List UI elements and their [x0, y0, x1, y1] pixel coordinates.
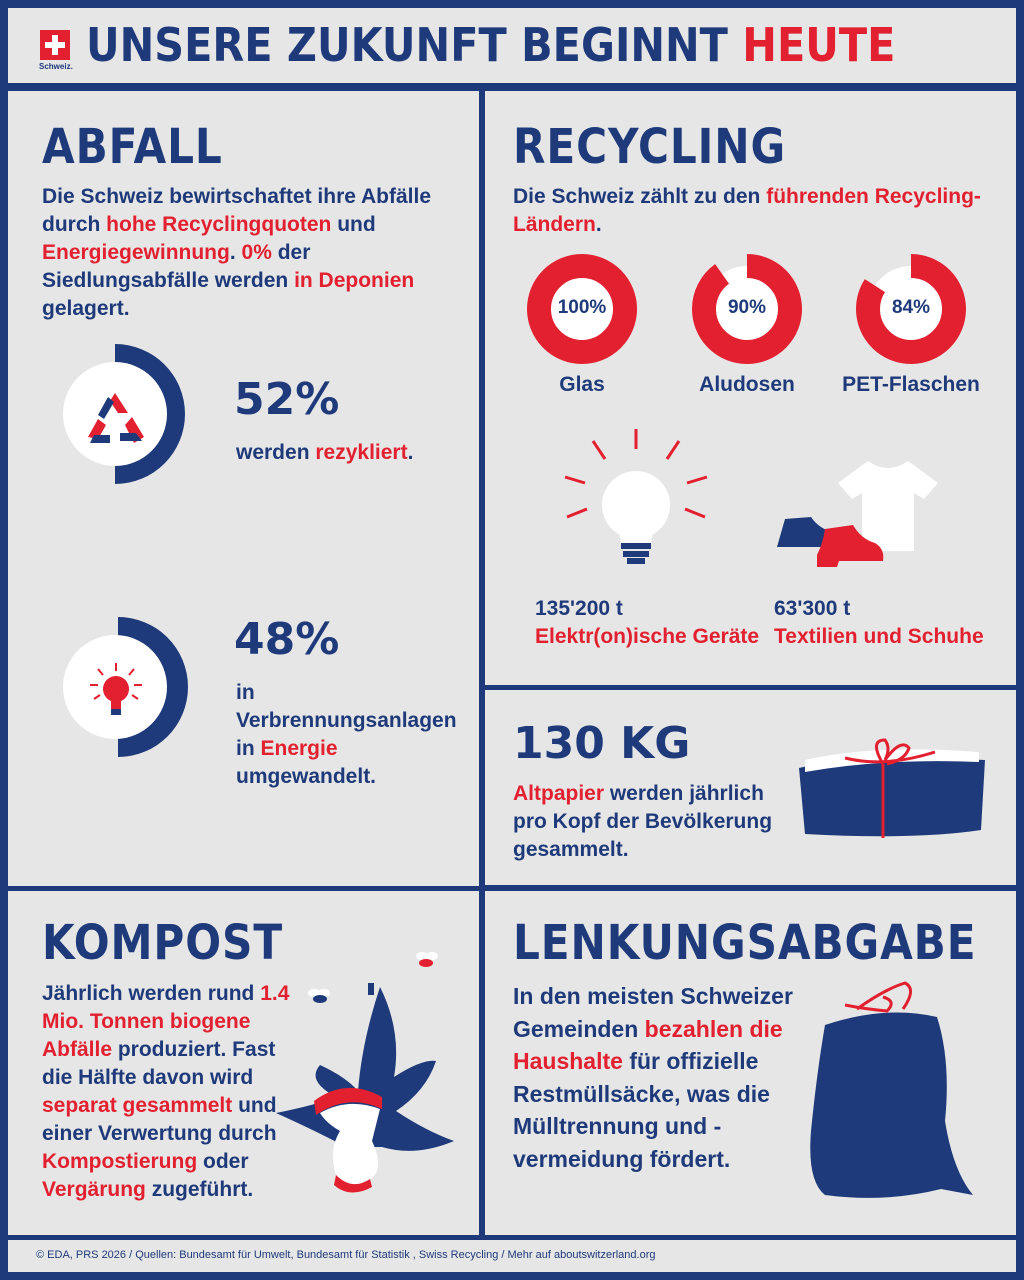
fly-icon [412, 951, 440, 969]
lenkung-text: In den meisten Schweizer Gemeinden bezahlen die Haushalte für offizielle Restmüllsäcke, was die Mülltrennung und -vermeidung fördert. [513, 983, 793, 1172]
item-textiles-label: Textilien und Schuhe [774, 625, 984, 648]
kompost-panel [8, 891, 479, 1235]
swiss-flag-icon [40, 30, 70, 60]
footer-text: © EDA, PRS 2026 / Quellen: Bundesamt für Umwelt, Bundesamt für Statistik , Swiss Recycling / Mehr auf aboutswitzerland.org [36, 1249, 656, 1261]
recycling-intro: Die Schweiz zählt zu den führenden Recycling-Ländern. [513, 185, 981, 236]
page-title [86, 18, 895, 72]
flag-caption: Schweiz. [39, 62, 73, 71]
abfall-intro: Die Schweiz bewirtschaftet ihre Abfälle durch hohe Recyclingquoten und Energiegewinnung. 0% der Siedlungsabfälle werden in Deponien gelagert. [42, 185, 431, 320]
stat-energy-text: in Verbrennungsanlagen in Energie umgewandelt. [236, 681, 457, 788]
kompost-heading: KOMPOST [42, 915, 284, 971]
paper-panel [485, 690, 1016, 885]
kompost-text: Jährlich werden rund 1.4 Mio. Tonnen biogene Abfälle produziert. Fast die Hälfte davon wird separat gesammelt und einer Verwertung durch Kompostierung oder Vergärung zugeführt. [42, 982, 290, 1201]
header [8, 8, 1016, 83]
paper-stack-icon [795, 738, 989, 838]
ring-glas-value: 100% [557, 297, 607, 318]
trash-bag-icon [805, 981, 977, 1211]
lenkung-heading: LENKUNGSABGABE [513, 915, 977, 971]
recycle-icon [80, 389, 150, 449]
ring-pet-value: 84% [891, 297, 931, 318]
fly-icon [306, 987, 334, 1005]
recycling-panel [485, 91, 1016, 685]
abfall-heading: ABFALL [42, 119, 223, 175]
item-electronics-label: Elektr(on)ische Geräte [535, 625, 760, 648]
ring-aludosen-label: Aludosen [699, 373, 795, 396]
lightbulb-icon [86, 661, 146, 721]
stat-recycled-text: werden rezykliert. [236, 441, 414, 464]
title-main: UNSERE ZUKUNFT BEGINNT [86, 18, 728, 72]
item-electronics-amount: 135'200 t [535, 597, 623, 620]
item-textiles-amount: 63'300 t [774, 597, 851, 620]
footer [8, 1240, 1016, 1272]
recycling-heading: RECYCLING [513, 119, 787, 175]
abfall-panel [8, 91, 479, 886]
shoes-icon [775, 515, 885, 569]
paper-value: 130 KG [513, 718, 691, 769]
stat-energy-value: 48% [234, 614, 340, 665]
ring-pet-label: PET-Flaschen [842, 373, 980, 396]
paper-text: Altpapier werden jährlich pro Kopf der Bevölkerung gesammelt. [513, 782, 773, 861]
lenkung-panel [485, 891, 1016, 1235]
ring-glas-label: Glas [559, 373, 605, 396]
fruit-waste-icon [276, 981, 466, 1211]
ring-aludosen-value: 90% [727, 297, 767, 318]
stat-recycled-value: 52% [234, 374, 340, 425]
lightbulb-icon [561, 427, 711, 567]
title-accent: HEUTE [742, 18, 896, 72]
